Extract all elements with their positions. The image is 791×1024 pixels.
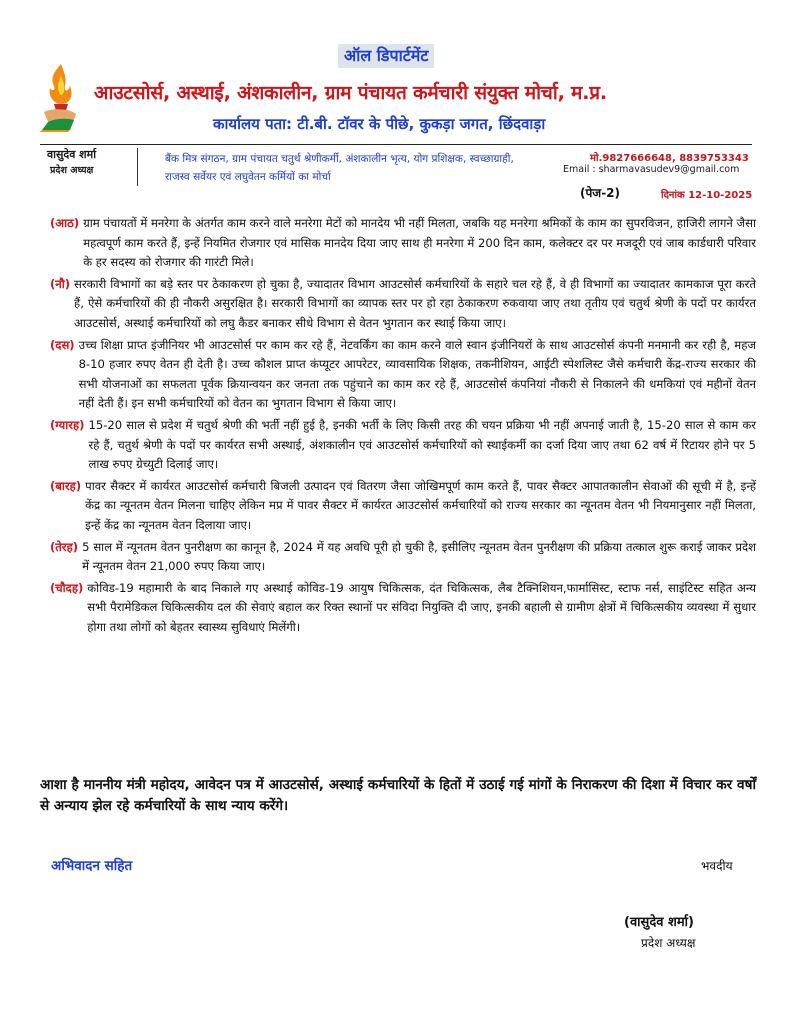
demand-text: सरकारी विभागों का बड़े स्तर पर ठेकाकरण हो चुका है, ज्यादातर विभाग आउटसोर्स कर्मचारियों के सहारे चल रहे हैं, वे ही विभागों का ज्यादातर कामकाज पूरा करते हैं, ऐसे कर्मचारियों की ही नौकरी असुरक्षित है। सरकारी विभागों का व्यापक स्तर पर हो रहा ठेकाकरण रुकवाया जाए तथा तृतीय एवं चतुर्थ श्रेणी के पदों पर कार्यरत आउटसोर्स, अस्थाई कर्मचारियों को लघु कैडर बनाकर सीधे विभाग से वेतन भुगतान कर स्थाई किया जाए। (74, 276, 756, 330)
demand-number: (नौ) (50, 276, 71, 291)
office-address: कार्यालय पता: टी.बी. टॉवर के पीछे, कुकड़ा जगत, छिंदवाड़ा (213, 115, 546, 133)
president-designation: प्रदेश अध्यक्ष (50, 165, 94, 176)
header-divider (40, 144, 752, 145)
top-banner: ऑल डिपार्टमेंट (338, 44, 434, 68)
demand-text: ग्राम पंचायतों में मनरेगा के अंतर्गत काम करने वाले मनरेगा मेटों को मानदेय भी नहीं मिलता, जबकि यह मनरेगा श्रमिकों के काम का सुपरविजन, हाजिरी लागने जैसा महत्वपूर्ण काम करते हैं, इन्हें नियमित रोजगार एवं मासिक मानदेय दिया जाए साथ ही मनरेगा में 200 दिन काम, कलेक्टर दर पर मजदूरी एवं जाब कार्डधारी परिवार के हर सदस्य को रोजगार की गारंटी मिले। (83, 216, 756, 270)
demand-number: (आठ) (50, 216, 80, 230)
organization-title: आउटसोर्स, अस्थाई, अंशकालीन, ग्राम पंचायत कर्मचारी संयुक्त मोर्चा, म.प्र. (94, 82, 607, 104)
mobile-numbers: मो.9827666648, 8839753343 (590, 153, 749, 164)
torch-hand-icon (30, 62, 92, 132)
yours-truly: भवदीय (701, 859, 733, 873)
letter-date: दिनांक 12-10-2025 (661, 190, 753, 201)
signatory-designation: प्रदेश अध्यक्ष (641, 936, 696, 950)
demand-item (50, 538, 756, 577)
page-number: (पेज-2) (580, 186, 621, 200)
member-organizations: बैंक मित्र संगठन, ग्राम पंचायत चतुर्थ श्रेणीकर्मी, अंशकालीन भृत्य, योग प्रशिक्षक, स्वच्छाग्राही, राजस्व सर्वेयर एवं लघुवेतन कर्मियों का मोर्चा (165, 153, 514, 183)
demand-item (50, 214, 756, 273)
demand-text: पावर सैक्टर में कार्यरत आउटसोर्स कर्मचारी बिजली उत्पादन एवं वितरण जैसा जोखिमपूर्ण काम करते हैं, पावर सैक्टर आपातकालीन सेवाओं की सूची में है, इन्हें केंद्र का न्यूनतम वेतन मिलना चाहिए लेकिन मप्र में पावर सैक्टर में कार्यरत आउटसोर्स कर्मचारियों को राज्य सरकार का न्यूनतम वेतन भी नियमानुसार नहीं मिलता, इन्हें केंद्र का न्यूनतम वेतन दिलाया जाए। (85, 478, 756, 532)
demand-number: (चौदह) (50, 580, 84, 595)
demand-text: 5 साल में न्यूनतम वेतन पुनरीक्षण का कानून है, 2024 में यह अवधि पूरी हो चुकी है, इसीलिए न्यूनतम वेतन पुनरीक्षण की प्रक्रिया तत्काल शुरू कराई जाकर प्रदेश में न्यूनतम वेतन 21,000 रुपए किया जाए। (82, 539, 756, 574)
greeting: अभिवादन सहित (51, 858, 133, 874)
signatory-name: (वासुदेव शर्मा) (624, 915, 694, 930)
demand-number: (बारह) (50, 478, 82, 493)
demand-item (50, 336, 756, 414)
demand-number: (ग्यारह) (50, 417, 85, 432)
president-name: वासुदेव शर्मा (47, 148, 97, 161)
demand-list (50, 214, 756, 639)
demand-number: (दस) (50, 337, 75, 352)
demand-number: (तेरह) (50, 539, 79, 554)
vertical-divider (137, 148, 138, 186)
demand-item (50, 579, 756, 638)
closing-paragraph: आशा है माननीय मंत्री महोदय, आवेदन पत्र में आउटसोर्स, अस्थाई कर्मचारियों के हितों में उठाई गई मांगों के निराकरण की दिशा में विचार कर वर्षों से अन्याय झेल रहे कर्मचारियों के साथ न्याय करेंगे। (40, 777, 756, 814)
demand-text: कोविड-19 महामारी के बाद निकाले गए अस्थाई कोविड-19 आयुष चिकित्सक, दंत चिकित्सक, लैब टैक्निशियन,फार्मासिस्ट, स्टाफ नर्स, साइंटिस्ट सहित अन्य सभी पैरामेडिकल चिकित्सकीय दल की सेवाएं बहाल कर रिक्त स्थानों पर संविदा नियुक्ति दी जाए, इनकी बहाली से ग्रामीण क्षेत्रों में चिकित्सकीय व्यवस्था में सुधार होगा तथा लोगों को बेहतर स्वास्थ्य सुविधाएं मिलेंगी। (87, 580, 756, 634)
demand-item (50, 416, 756, 475)
demand-text: उच्च शिक्षा प्राप्त इंजीनियर भी आउटसोर्स पर काम कर रहे हैं, नेटवर्किंग का काम करने वाले स्वान इंजीनियरों के साथ आउटसोर्स कंपनी मनमानी कर रही है, महज 8-10 हजार रुपए वेतन ही देती है। उच्च कौशल प्राप्त कंप्यूटर आपरेटर, व्यावसायिक शिक्षक, तकनीशियन, आईटी स्पेशलिस्ट जैसे कर्मचारी केंद्र-राज्य सरकार की सभी योजनाओं का सफलता पूर्वक क्रियान्वयन कर जनता तक पहुंचाने का काम कर रहे हैं, आउटसोर्स कंपनियां नौकरी से निकालने की धमकियां एवं महीनों वेतन नहीं देती हैं। इन सभी कर्मचारियों को वेतन का भुगतान विभाग से किया जाए। (78, 337, 756, 411)
demand-text: 15-20 साल से प्रदेश में चतुर्थ श्रेणी की भर्ती नहीं हुई है, इनकी भर्ती के लिए किसी तरह की चयन प्रक्रिया भी नहीं अपनाई जाती है, 15-20 साल से काम कर रहे हैं, चतुर्थ श्रेणी के पदों पर कार्यरत सभी अस्थाई, अंशकालीन एवं आउटसोर्स कर्मचारियों को स्थाईकर्मी का दर्जा दिया जाए तथा 62 वर्ष में रिटायर होने पर 5 लाख रुपए ग्रेच्युटी दिलाई जाए। (88, 417, 756, 472)
demand-item (50, 477, 756, 536)
email-address: Email : sharmavasudev9@gmail.com (563, 164, 740, 175)
demand-item (50, 275, 756, 334)
